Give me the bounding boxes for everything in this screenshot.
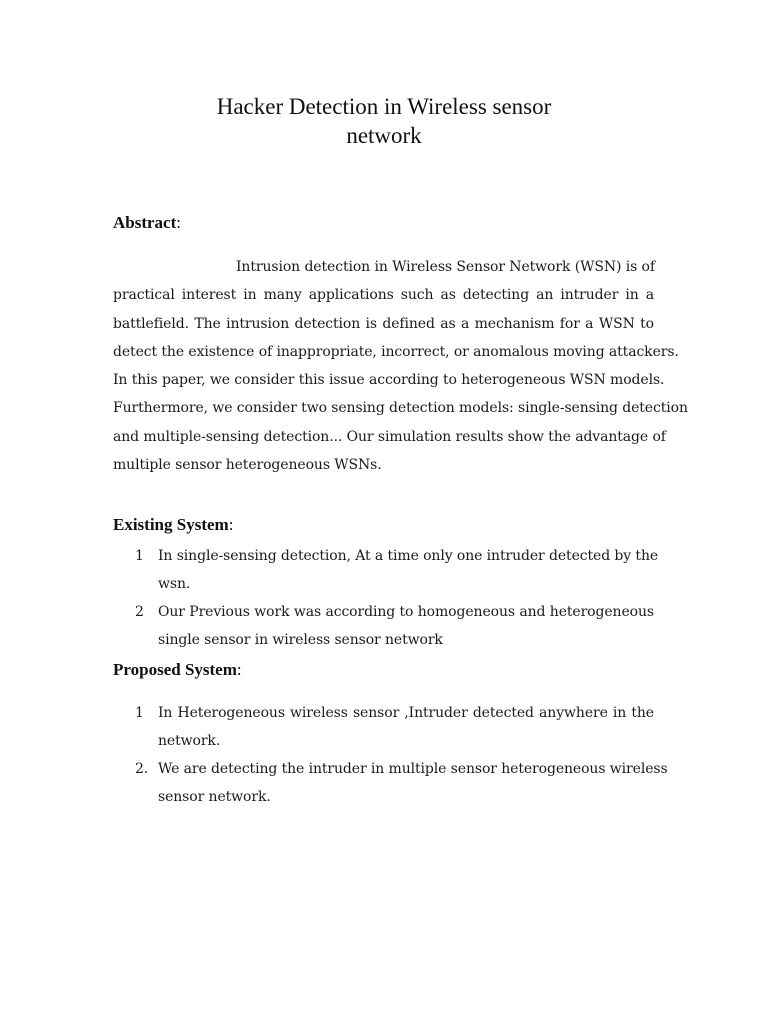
- proposed-system-heading: Proposed System:: [113, 660, 242, 679]
- existing-system-list: [113, 542, 659, 654]
- abstract-line: and multiple-sensing detection... Our simulation results show the advantage of: [113, 428, 666, 445]
- list-item-number: 2.: [135, 761, 149, 777]
- abstract-paragraph: [113, 253, 688, 479]
- list-item-line: single sensor in wireless sensor network: [158, 632, 443, 648]
- abstract-line: detect the existence of inappropriate, incorrect, or anomalous moving attackers.: [113, 343, 679, 360]
- list-item-line: wsn.: [158, 576, 191, 592]
- list-item: [113, 542, 659, 598]
- abstract-heading: Abstract:: [113, 213, 181, 232]
- title-line-2: network: [346, 123, 422, 148]
- abstract-line: Furthermore, we consider two sensing detection models: single-sensing detection: [113, 400, 688, 417]
- document-title: [0, 92, 768, 150]
- list-item-number: 1: [135, 705, 144, 721]
- proposed-system-list: [113, 699, 668, 811]
- abstract-line: Intrusion detection in Wireless Sensor Network (WSN) is of: [236, 259, 655, 275]
- abstract-line: battlefield. The intrusion detection is defined as a mechanism for a WSN to: [113, 315, 654, 332]
- list-item: [113, 598, 654, 654]
- list-item-number: 1: [135, 548, 144, 564]
- list-item-number: 2: [135, 604, 144, 620]
- list-item-line: We are detecting the intruder in multiple sensor heterogeneous wireless: [158, 761, 668, 777]
- existing-system-heading: Existing System:: [113, 515, 234, 534]
- abstract-line: multiple sensor heterogeneous WSNs.: [113, 457, 382, 474]
- list-item-line: sensor network.: [158, 789, 271, 805]
- abstract-line: In this paper, we consider this issue according to heterogeneous WSN models.: [113, 372, 665, 389]
- list-item: [113, 699, 654, 755]
- title-line-1: Hacker Detection in Wireless sensor: [216, 94, 552, 119]
- abstract-line: practical interest in many applications such as detecting an intruder in a: [113, 287, 654, 304]
- list-item: [113, 755, 668, 811]
- list-item-line: In single-sensing detection, At a time only one intruder detected by the: [158, 548, 659, 564]
- list-item-line: In Heterogeneous wireless sensor ,Intruder detected anywhere in the: [158, 705, 654, 721]
- list-item-line: network.: [158, 733, 221, 749]
- list-item-line: Our Previous work was according to homogeneous and heterogeneous: [158, 604, 654, 620]
